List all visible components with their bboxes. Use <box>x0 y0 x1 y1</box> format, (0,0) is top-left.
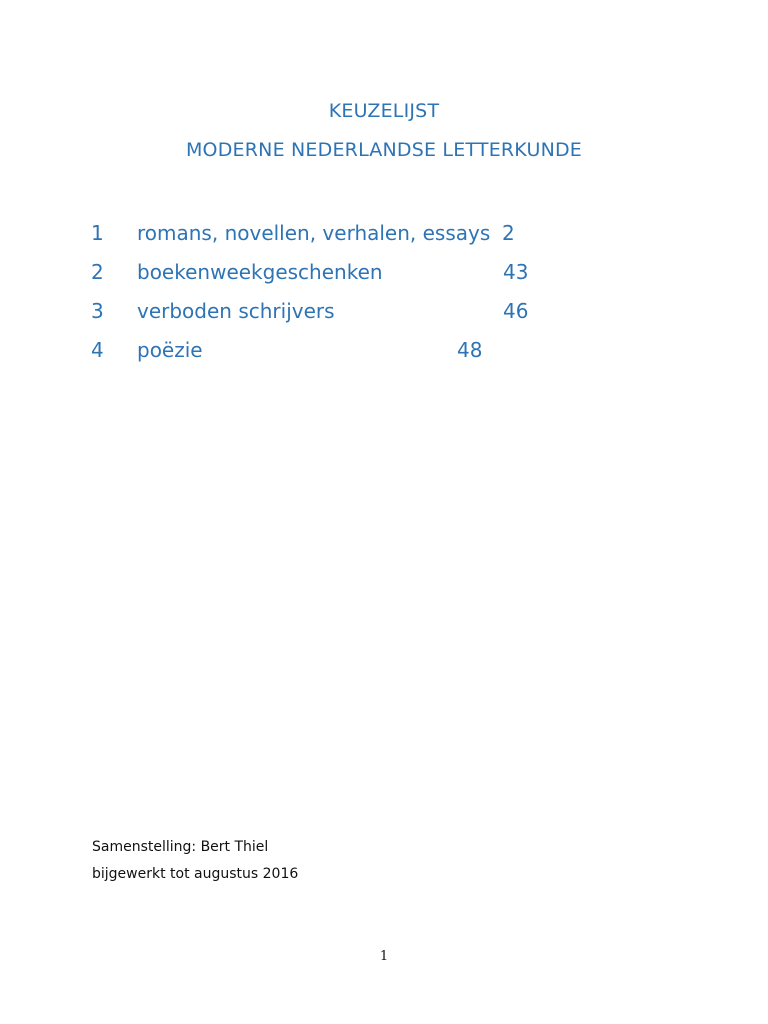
toc-entry-number: 4 <box>91 338 104 362</box>
table-of-contents <box>0 0 768 400</box>
compiled-by-text: Samenstelling: Bert Thiel <box>92 839 269 855</box>
toc-entry[interactable] <box>0 260 768 290</box>
toc-entry[interactable] <box>0 338 768 368</box>
page-number: 1 <box>379 949 389 964</box>
toc-entry[interactable] <box>0 299 768 329</box>
toc-entry-number: 1 <box>91 221 104 245</box>
document-subtitle: MODERNE NEDERLANDSE LETTERKUNDE <box>185 139 583 161</box>
toc-entry-page: 43 <box>503 260 529 284</box>
document-title: KEUZELIJST <box>328 100 440 122</box>
updated-date-text: bijgewerkt tot augustus 2016 <box>92 866 299 882</box>
toc-entry-page: 48 <box>457 338 483 362</box>
toc-entry-title: romans, novellen, verhalen, essays <box>137 221 491 245</box>
toc-entry-title: boekenweekgeschenken <box>137 260 383 284</box>
toc-entry-title: verboden schrijvers <box>137 299 335 323</box>
toc-entry-page: 46 <box>503 299 529 323</box>
toc-entry-number: 2 <box>91 260 104 284</box>
toc-entry[interactable] <box>0 221 768 251</box>
toc-entry-page: 2 <box>502 221 515 245</box>
toc-entry-number: 3 <box>91 299 104 323</box>
toc-entry-title: poëzie <box>137 338 203 362</box>
